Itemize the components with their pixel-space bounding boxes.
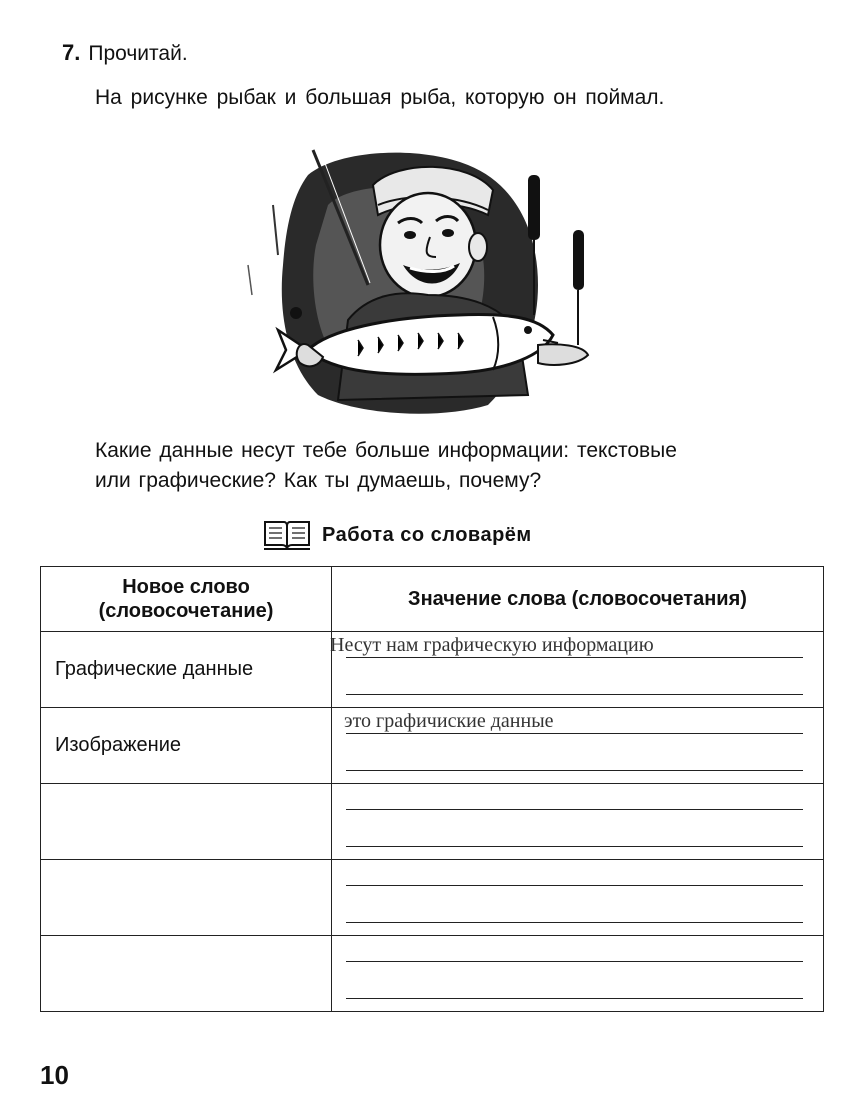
table-header-row [41,567,824,632]
word-cell[interactable] [41,936,332,1012]
table-row [41,784,824,860]
writing-line [346,961,803,962]
meaning-cell[interactable] [332,632,824,708]
handwritten-answer: Несут нам графическую информацию [330,634,654,656]
word-cell: Графические данные [41,632,332,708]
writing-line [346,809,803,810]
writing-line [346,922,803,923]
writing-line [346,770,803,771]
handwritten-answer: это графичиские данные [344,710,554,732]
table-row [41,632,824,708]
section-label: Работа со словарём [322,523,532,546]
word-cell[interactable] [41,784,332,860]
fisherman-with-fish-illustration [238,145,598,415]
table-row [41,708,824,784]
meaning-cell[interactable] [332,860,824,936]
task-header [62,40,188,66]
task-instruction: Прочитай. [88,42,188,65]
writing-line [346,998,803,999]
table-row [41,936,824,1012]
column-header-meaning: Значение слова (словосочетания) [332,567,824,632]
meaning-cell[interactable] [332,784,824,860]
table-row [41,860,824,936]
column-header-new-word: Новое слово (словосочетание) [41,567,332,632]
page-number: 10 [40,1060,69,1090]
question-line: или графические? Как ты думаешь, почему? [95,469,542,492]
meaning-cell[interactable] [332,708,824,784]
writing-line [346,733,803,734]
word-cell[interactable] [41,860,332,936]
question-line: Какие данные несут тебе больше информации: текстовые [95,439,677,462]
writing-line [346,657,803,658]
word-cell: Изображение [41,708,332,784]
task-number: 7. [62,40,81,65]
writing-line [346,885,803,886]
writing-line [346,846,803,847]
intro-text: На рисунке рыбак и большая рыба, которую он поймал. [95,86,665,109]
vocabulary-table [40,566,824,1012]
meaning-cell[interactable] [332,936,824,1012]
dictionary-section-title [262,518,532,552]
question-text [95,436,830,496]
book-icon [262,518,312,552]
writing-line [346,694,803,695]
